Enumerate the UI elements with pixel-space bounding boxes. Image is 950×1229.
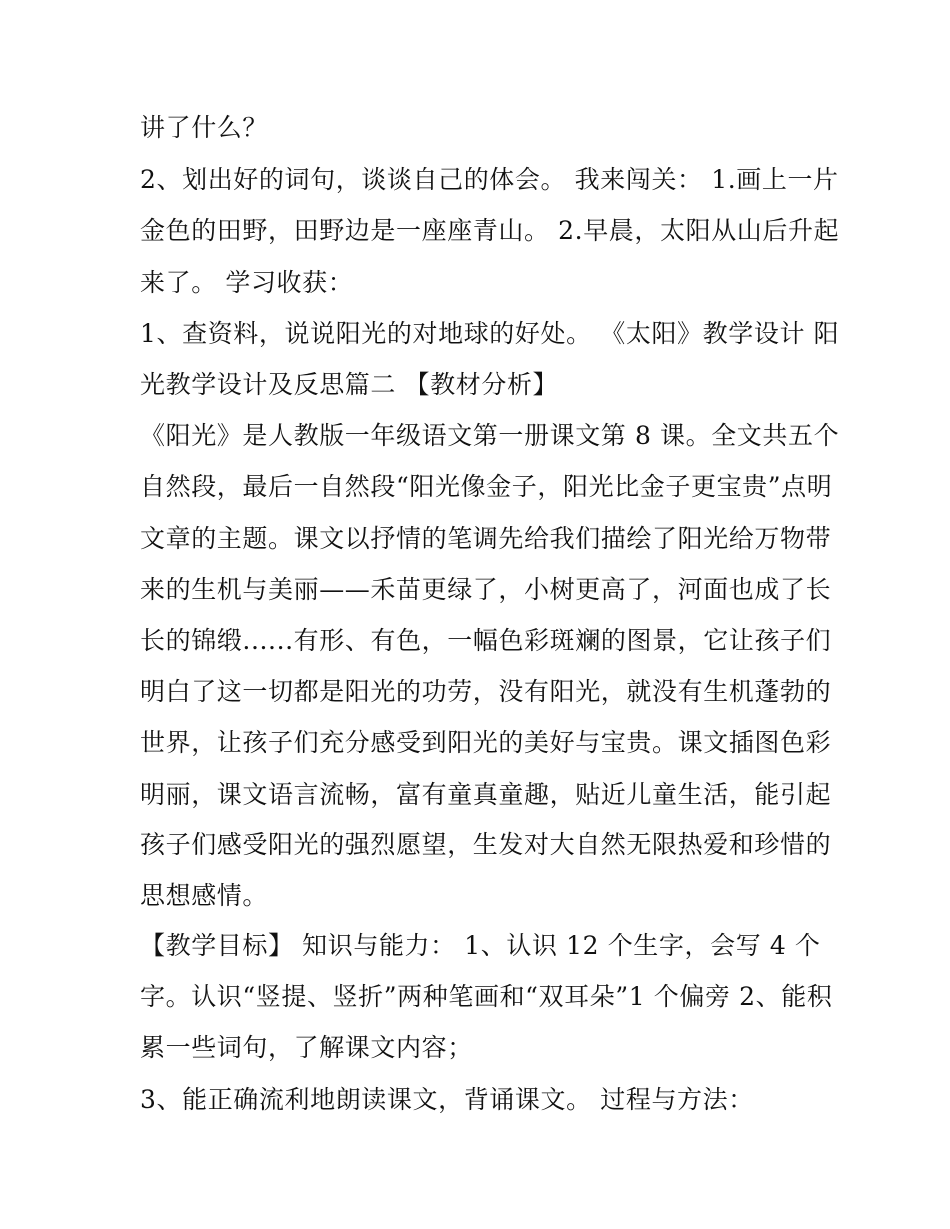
text-line: 3、能正确流利地朗读课文，背诵课文。 过程与方法： — [140, 1085, 754, 1114]
text-line: 世界，让孩子们充分感受到阳光的美好与宝贵。课文插图色彩 — [140, 728, 832, 757]
text-line: 明丽，课文语言流畅，富有童真童趣，贴近儿童生活，能引起 — [140, 780, 832, 809]
text-line: 2、划出好的词句，谈谈自己的体会。 我来闯关： 1.画上一片 — [140, 165, 839, 194]
text-line: 明白了这一切都是阳光的功劳，没有阳光，就没有生机蓬勃的 — [140, 677, 832, 706]
text-line: 长的锦缎......有形、有色，一幅色彩斑斓的图景，它让孩子们 — [140, 626, 832, 655]
text-line: 思想感情。 — [140, 881, 269, 910]
text-line: 光教学设计及反思篇二 【教材分析】 — [140, 370, 559, 399]
text-line: 1、查资料，说说阳光的对地球的好处。 《太阳》教学设计 阳 — [140, 319, 840, 348]
text-line: 自然段，最后一自然段“阳光像金子，阳光比金子更宝贵”点明 — [140, 472, 833, 501]
text-line: 【教学目标】 知识与能力： 1、认识 12 个生字，会写 4 个 — [140, 931, 821, 960]
text-line: 累一些词句，了解课文内容； — [140, 1033, 473, 1062]
text-line: 来了。 学习收获： — [140, 268, 354, 297]
text-line: 文章的主题。课文以抒情的笔调先给我们描绘了阳光给万物带 — [140, 524, 832, 553]
text-line: 来的生机与美丽——禾苗更绿了，小树更高了，河面也成了长 — [140, 575, 832, 604]
text-line: 孩子们感受阳光的强烈愿望，生发对大自然无限热爱和珍惜的 — [140, 830, 832, 859]
text-line: 字。认识“竖提、竖折”两种笔画和“双耳朵”1 个偏旁 2、能积 — [140, 982, 833, 1011]
text-line: 金色的田野，田野边是一座座青山。 2.早晨，太阳从山后升起 — [140, 216, 840, 245]
text-line: 《阳光》是人教版一年级语文第一册课文第 8 课。全文共五个 — [140, 421, 840, 450]
text-line: 讲了什么？ — [140, 113, 269, 142]
